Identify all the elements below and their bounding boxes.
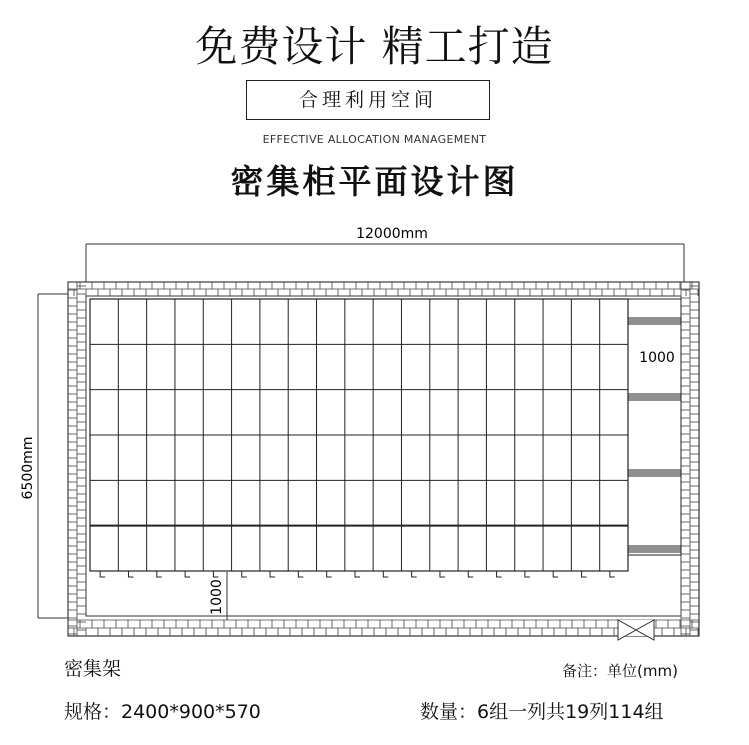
- height-dimension-label: 6500mm: [20, 436, 36, 500]
- cabinet-grid: [90, 299, 628, 577]
- subtitle: 合理利用空间: [298, 89, 437, 111]
- door-icon: [618, 620, 654, 640]
- side-aisle-label: 1000: [639, 350, 675, 366]
- english-tagline: EFFECTIVE ALLOCATION MANAGEMENT: [262, 133, 487, 146]
- width-dimension-label: 12000mm: [356, 226, 428, 242]
- quantity-text: 数量：6组一列共19列114组: [420, 701, 664, 723]
- unit-note: 备注：单位(mm): [562, 662, 678, 680]
- width-dimension: [86, 244, 684, 282]
- plan-title: 密集柜平面设计图: [230, 162, 519, 201]
- height-dimension: [38, 294, 68, 618]
- item-name: 密集架: [64, 658, 122, 680]
- spec-text: 规格：2400*900*570: [64, 701, 261, 723]
- bottom-aisle-label: 1000: [209, 579, 225, 615]
- headline: 免费设计 精工打造: [195, 22, 554, 71]
